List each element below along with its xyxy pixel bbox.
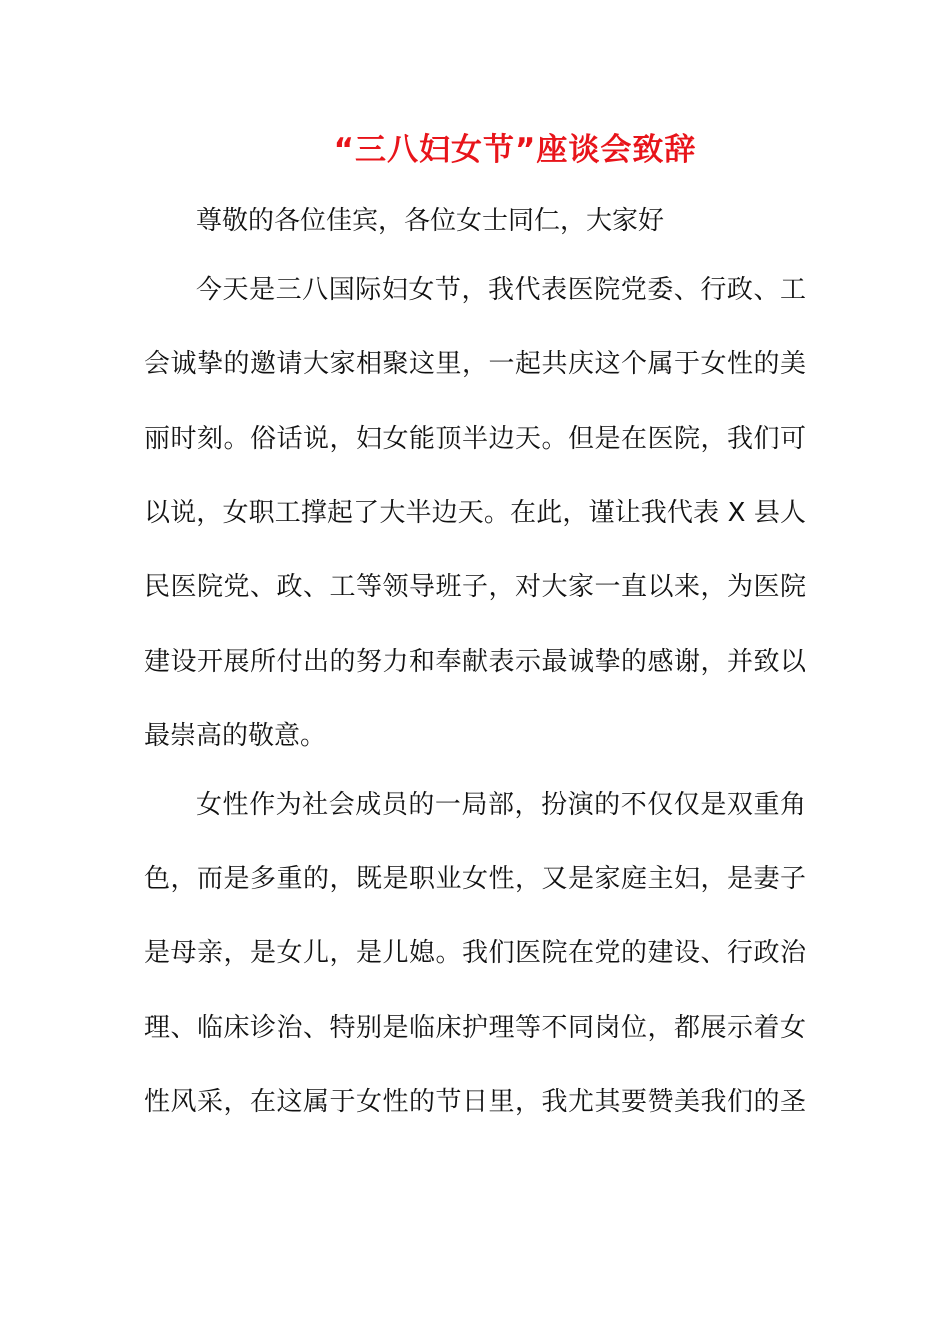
paragraph-2-line-2: 色，而是多重的，既是职业女性，又是家庭主妇，是妻子 <box>144 864 806 894</box>
paragraph-2-line-4: 理、临床诊治、特别是临床护理等不同岗位，都展示着女 <box>144 1013 806 1043</box>
paragraph-1-line-4: 以说，女职工撑起了大半边天。在此，谨让我代表 X 县人 <box>144 498 806 528</box>
document-title: “三八妇女节”座谈会致辞 <box>333 132 697 168</box>
paragraph-1-line-5: 民医院党、政、工等领导班子，对大家一直以来，为医院 <box>144 572 806 602</box>
paragraph-2-line-1: 女性作为社会成员的一局部，扮演的不仅仅是双重角 <box>196 790 806 820</box>
paragraph-1-line-7: 最崇高的敬意。 <box>144 721 327 751</box>
paragraph-2-line-5: 性风采，在这属于女性的节日里，我尤其要赞美我们的圣 <box>144 1087 806 1117</box>
paragraph-2-line-3: 是母亲，是女儿，是儿媳。我们医院在党的建设、行政治 <box>144 938 806 968</box>
paragraph-1-line-2: 会诚挚的邀请大家相聚这里，一起共庆这个属于女性的美 <box>144 349 806 379</box>
paragraph-1-line-3: 丽时刻。俗话说，妇女能顶半边天。但是在医院，我们可 <box>144 424 806 454</box>
greeting-line: 尊敬的各位佳宾，各位女士同仁，大家好 <box>196 206 665 236</box>
paragraph-1-line-1: 今天是三八国际妇女节，我代表医院党委、行政、工 <box>196 275 806 305</box>
paragraph-1-line-6: 建设开展所付出的努力和奉献表示最诚挚的感谢，并致以 <box>144 647 806 677</box>
